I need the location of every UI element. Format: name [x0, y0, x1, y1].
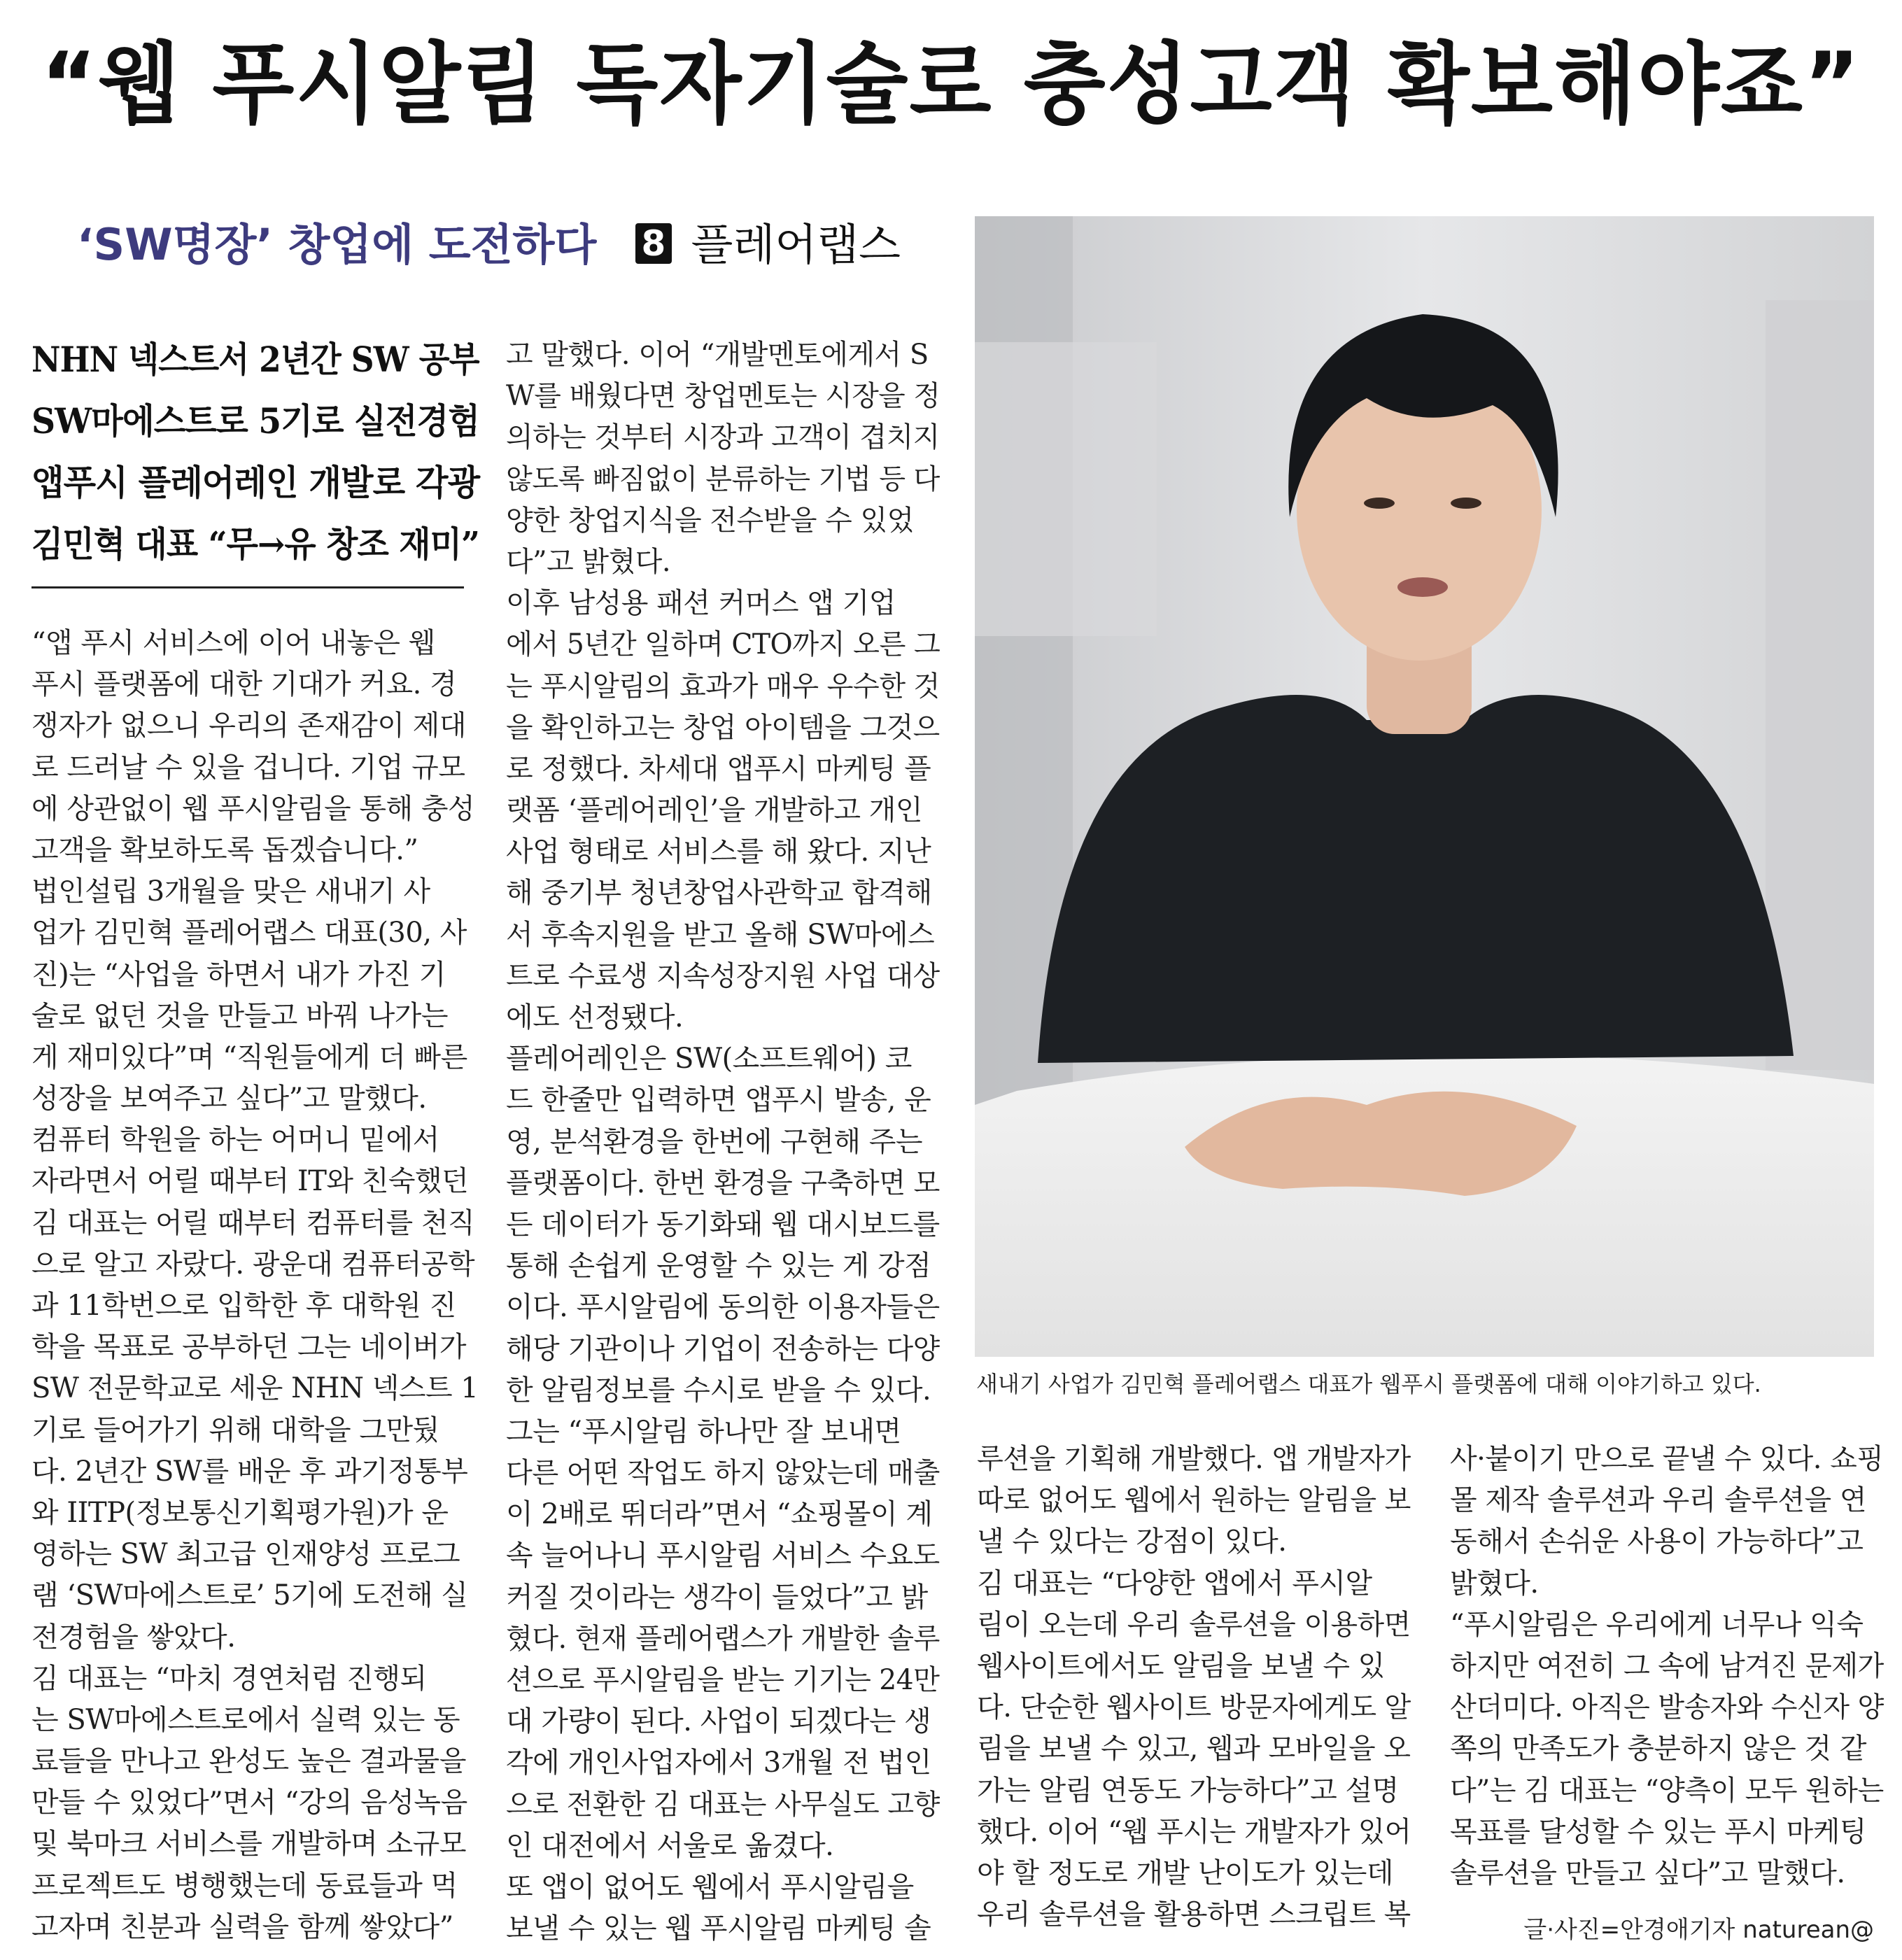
article-line: 고객을 확보하도록 돕겠습니다.” — [31, 833, 418, 866]
article-line: 쪽의 만족도가 충분하지 않은 것 같 — [1450, 1733, 1867, 1765]
article-line: 보낼 수 있는 웹 푸시알림 마케팅 솔 — [506, 1912, 931, 1945]
article-line: 성장을 보여주고 싶다”고 말했다. — [31, 1083, 427, 1115]
article-line: 한 알림정보를 수시로 받을 수 있다. — [506, 1374, 931, 1406]
article-line: 각에 개인사업자에서 3개월 전 법인 — [506, 1747, 931, 1779]
article-line: 그는 “푸시알림 하나만 잘 보내면 — [506, 1415, 901, 1448]
article-line: 목표를 달성할 수 있는 푸시 마케팅 — [1450, 1815, 1867, 1848]
summary-line: 김민혁 대표 “무→유 창조 재미” — [31, 523, 480, 565]
article-line: 게 재미있다”며 “직원들에게 더 빠른 — [31, 1041, 467, 1073]
article-line: 했다. 이어 “웹 푸시는 개발자가 있어 — [977, 1815, 1411, 1848]
article-line: 야 할 정도로 개발 난이도가 있는데 — [977, 1856, 1394, 1889]
article-line: 는 SW마에스트로에서 실력 있는 동 — [31, 1703, 460, 1736]
article-line: 플레어레인은 SW(소프트웨어) 코 — [506, 1043, 912, 1076]
article-line: 다”고 밝혔다. — [506, 545, 671, 578]
article-line: 에 상관없이 웹 푸시알림을 통해 충성 — [31, 792, 475, 825]
series-title: ‘SW명장’ 창업에 도전하다 — [77, 219, 597, 270]
portrait-photo — [975, 216, 1874, 1357]
article-line: 또 앱이 없어도 웹에서 푸시알림을 — [506, 1870, 914, 1903]
article-line: 통해 손쉽게 운영할 수 있는 게 강점 — [506, 1250, 931, 1283]
article-line: SW 전문학교로 세운 NHN 넥스트 1 — [31, 1372, 479, 1405]
article-line: 술로 없던 것을 만들고 바꿔 나가는 — [31, 999, 449, 1032]
article-line: 서 후속지원을 받고 올해 SW마에스 — [506, 918, 935, 951]
article-line: 션으로 푸시알림을 받는 기기는 24만 — [506, 1664, 940, 1696]
summary-box — [31, 329, 479, 575]
article-line: 로 정했다. 차세대 앱푸시 마케팅 플 — [506, 752, 931, 785]
article-line: 낼 수 있다는 강점이 있다. — [977, 1525, 1287, 1558]
article-line: 대 가량이 된다. 사업이 되겠다는 생 — [506, 1705, 931, 1738]
article-line: 가는 알림 연동도 가능하다”고 설명 — [977, 1774, 1399, 1807]
article-line: 는 푸시알림의 효과가 매우 우수한 것 — [506, 670, 940, 703]
series-label — [77, 210, 901, 272]
article-line: 커질 것이라는 생각이 들었다”고 밝 — [506, 1581, 928, 1614]
article-line: “앱 푸시 서비스에 이어 내놓은 웹 — [31, 627, 435, 659]
series-number-badge: 8 — [635, 223, 672, 264]
article-line: 동해서 손쉬운 사용이 가능하다”고 — [1450, 1525, 1864, 1558]
article-line: 컴퓨터 학원을 하는 어머니 밑에서 — [31, 1124, 439, 1157]
article-line: 사업 형태로 서비스를 해 왔다. 지난 — [506, 836, 931, 868]
article-line: 다. 2년간 SW를 배운 후 과기정통부 — [31, 1455, 468, 1488]
article-line: 루션을 기획해 개발했다. 앱 개발자가 — [977, 1443, 1411, 1475]
article-line: 로 드러날 수 있을 겁니다. 기업 규모 — [31, 751, 465, 784]
article-line: 웹사이트에서도 알림을 보낼 수 있 — [977, 1649, 1385, 1682]
article-line: 이후 남성용 패션 커머스 앱 기업 — [506, 587, 896, 620]
article-line: 업가 김민혁 플레어랩스 대표(30, 사 — [31, 917, 467, 950]
article-line: 해당 기관이나 기업이 전송하는 다양 — [506, 1332, 940, 1365]
article-line: 림을 보낼 수 있고, 웹과 모바일을 오 — [977, 1733, 1411, 1765]
article-line: 을 확인하고는 창업 아이템을 그것으 — [506, 711, 940, 744]
byline: 글·사진=안경애기자 naturean@ — [1523, 1916, 1874, 1944]
article-line: 법인설립 3개월을 맞은 새내기 사 — [31, 875, 430, 908]
article-line: 드 한줄만 입력하면 앱푸시 발송, 운 — [506, 1084, 931, 1117]
photo-caption: 새내기 사업가 김민혁 플레어랩스 대표가 웹푸시 플랫폼에 대해 이야기하고 있다. — [976, 1371, 1761, 1397]
article-line: 김 대표는 어릴 때부터 컴퓨터를 천직 — [31, 1206, 475, 1239]
article-line: 영하는 SW 최고급 인재양성 프로그 — [31, 1538, 460, 1571]
article-line: 학을 목표로 공부하던 그는 네이버가 — [31, 1331, 466, 1364]
article-line: 영, 분석환경을 한번에 구현해 주는 — [506, 1125, 923, 1158]
article-line: 기로 들어가기 위해 대학을 그만뒀 — [31, 1413, 439, 1446]
article-line: 이다. 푸시알림에 동의한 이용자들은 — [506, 1291, 940, 1324]
article-line: 인 대전에서 서울로 옮겼다. — [506, 1829, 834, 1862]
article-line: 속 늘어나니 푸시알림 서비스 수요도 — [506, 1539, 940, 1572]
article-line: 및 북마크 서비스를 개발하며 소규모 — [31, 1828, 466, 1861]
article-line: 만들 수 있었다”면서 “강의 음성녹음 — [31, 1786, 467, 1819]
article-line: 솔루션을 만들고 싶다”고 말했다. — [1450, 1856, 1845, 1889]
article-line: 우리 솔루션을 활용하면 스크립트 복 — [977, 1898, 1411, 1931]
article-line: 으로 전환한 김 대표는 사무실도 고향 — [506, 1788, 940, 1821]
series-company: 플레어랩스 — [691, 219, 901, 270]
article-line: 해 중기부 청년창업사관학교 합격해 — [506, 877, 932, 910]
article-line: 진)는 “사업을 하면서 내가 가진 기 — [31, 958, 446, 991]
article-line: 와 IITP(정보통신기획평가원)가 운 — [31, 1496, 449, 1529]
summary-divider — [31, 586, 464, 588]
article-line: 다. 단순한 웹사이트 방문자에게도 알 — [977, 1691, 1411, 1724]
article-line: 않도록 빠짐없이 분류하는 기법 등 다 — [506, 463, 940, 495]
portrait-illustration — [975, 216, 1874, 1357]
article-line: 고자며 친분과 실력을 함께 쌓았다” — [31, 1910, 453, 1943]
summary-line: SW마에스트로 5기로 실전경험 — [31, 400, 479, 442]
article-column-3 — [977, 1439, 1411, 1936]
article-line: 프로젝트도 병행했는데 동료들과 먹 — [31, 1869, 458, 1902]
article-line: 이 2배로 뛰더라”면서 “쇼핑몰이 계 — [506, 1498, 933, 1531]
article-line: 푸시 플랫폼에 대한 기대가 커요. 경 — [31, 668, 457, 701]
article-line: 혔다. 현재 플레어랩스가 개발한 솔루 — [506, 1622, 940, 1655]
article-line: 자라면서 어릴 때부터 IT와 친숙했던 — [31, 1165, 469, 1198]
article-line: 쟁자가 없으니 우리의 존재감이 제대 — [31, 710, 466, 742]
article-line: 김 대표는 “다양한 앱에서 푸시알 — [977, 1567, 1372, 1600]
article-line: 다”는 김 대표는 “양측이 모두 원하는 — [1450, 1774, 1884, 1807]
article-line: 고 말했다. 이어 “개발멘토에게서 S — [506, 339, 929, 371]
article-line: 전경험을 쌓았다. — [31, 1621, 236, 1654]
article-line: 에서 5년간 일하며 CTO까지 오른 그 — [506, 628, 941, 661]
article-line: 랫폼 ‘플레어레인’을 개발하고 개인 — [506, 794, 923, 827]
article-line: 밝혔다. — [1450, 1567, 1539, 1600]
article-line: 램 ‘SW마에스트로’ 5기에 도전해 실 — [31, 1579, 468, 1612]
article-line: 으로 알고 자랐다. 광운대 컴퓨터공학 — [31, 1248, 475, 1281]
article-line: 양한 창업지식을 전수받을 수 있었 — [506, 504, 914, 537]
article-line: “푸시알림은 우리에게 너무나 익숙 — [1450, 1608, 1864, 1641]
article-line: 과 11학번으로 입학한 후 대학원 진 — [31, 1290, 456, 1322]
article-line: 하지만 여전히 그 속에 남겨진 문제가 — [1450, 1649, 1884, 1682]
summary-line: 앱푸시 플레어레인 개발로 각광 — [31, 462, 480, 503]
article-column-1 — [31, 623, 479, 1948]
article-line: 몰 제작 솔루션과 우리 솔루션을 연 — [1450, 1484, 1867, 1517]
article-line: 트로 수료생 지속성장지원 사업 대상 — [506, 959, 940, 992]
article-line: 에도 선정됐다. — [506, 1001, 684, 1034]
article-line: 다른 어떤 작업도 하지 않았는데 매출 — [506, 1457, 940, 1490]
article-line: 림이 오는데 우리 솔루션을 이용하면 — [977, 1608, 1411, 1641]
article-line: W를 배웠다면 창업멘토는 시장을 정 — [506, 380, 941, 413]
article-line: 플랫폼이다. 한번 환경을 구축하면 모 — [506, 1166, 940, 1199]
article-column-4 — [1450, 1439, 1884, 1894]
summary-line: NHN 넥스트서 2년간 SW 공부 — [31, 339, 479, 380]
article-line: 김 대표는 “마치 경연처럼 진행되 — [31, 1662, 427, 1695]
article-line: 산더미다. 아직은 발송자와 수신자 양 — [1450, 1691, 1884, 1724]
article-column-2 — [506, 334, 940, 1950]
article-line: 사·붙이기 만으로 끝낼 수 있다. 쇼핑 — [1450, 1443, 1884, 1475]
article-line: 의하는 것부터 시장과 고객이 겹치지 — [506, 421, 940, 454]
article-line: 료들을 만나고 완성도 높은 결과물을 — [31, 1745, 466, 1778]
article-line: 든 데이터가 동기화돼 웹 대시보드를 — [506, 1208, 940, 1241]
article-line: 따로 없어도 웹에서 원하는 알림을 보 — [977, 1484, 1411, 1517]
headline: “웹 푸시알림 독자기술로 충성고객 확보해야죠” — [41, 33, 1861, 136]
